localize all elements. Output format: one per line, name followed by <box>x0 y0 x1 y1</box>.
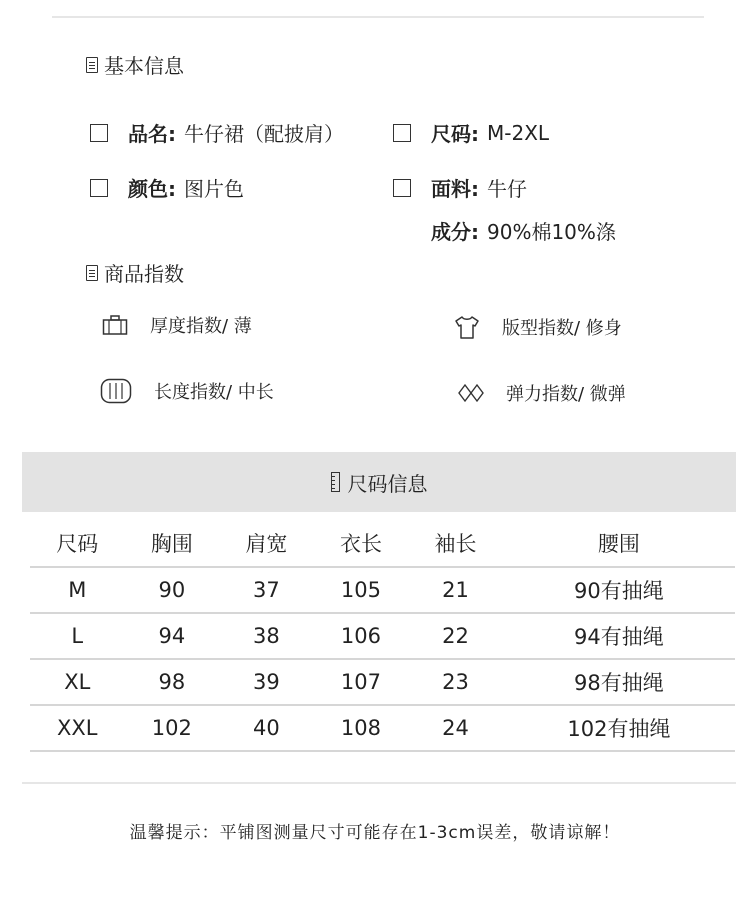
tshirt-icon <box>454 314 480 340</box>
clipboard-icon <box>86 265 98 281</box>
table-cell: 21 <box>408 567 503 613</box>
checkbox[interactable] <box>393 124 411 142</box>
table-cell: 106 <box>314 613 409 659</box>
table-cell: L <box>30 613 125 659</box>
table-cell: 94 <box>125 613 220 659</box>
table-cell: 40 <box>219 705 314 751</box>
size-row <box>393 118 549 147</box>
color-row <box>90 173 244 202</box>
length-text: 长度指数/ 中长 <box>154 382 274 403</box>
header-cell: 腰围 <box>503 520 735 567</box>
basic-info-title <box>86 50 184 79</box>
elasticity-text: 弹力指数/ 微弹 <box>506 384 626 405</box>
composition-value: 90%棉10%涤 <box>487 220 616 244</box>
table-cell: 90 <box>125 567 220 613</box>
name-label: 品名: <box>128 122 176 146</box>
header-cell: 尺码 <box>30 520 125 567</box>
header-cell: 肩宽 <box>219 520 314 567</box>
size-label: 尺码: <box>431 122 479 146</box>
size-table-header <box>30 520 735 567</box>
checkbox[interactable] <box>90 124 108 142</box>
size-table <box>30 520 735 752</box>
thickness-index <box>102 312 252 338</box>
name-value: 牛仔裙（配披肩） <box>184 122 344 146</box>
bag-icon <box>102 314 128 336</box>
header-cell: 袖长 <box>408 520 503 567</box>
composition-row <box>431 216 616 245</box>
table-cell: 107 <box>314 659 409 705</box>
table-cell: 94有抽绳 <box>503 613 735 659</box>
table-cell: 38 <box>219 613 314 659</box>
table-cell: 23 <box>408 659 503 705</box>
table-cell: 24 <box>408 705 503 751</box>
length-index <box>100 378 274 404</box>
product-index-title-text: 商品指数 <box>104 262 184 286</box>
table-cell: 98 <box>125 659 220 705</box>
table-cell: XXL <box>30 705 125 751</box>
composition-label: 成分: <box>431 220 479 244</box>
table-row <box>30 613 735 659</box>
size-info-header <box>22 452 736 512</box>
document-icon <box>86 57 98 73</box>
table-cell: 98有抽绳 <box>503 659 735 705</box>
size-value: M-2XL <box>487 120 550 145</box>
bottom-divider <box>22 782 736 784</box>
elasticity-index <box>458 380 626 406</box>
name-row <box>90 118 344 147</box>
color-label: 颜色: <box>128 177 176 201</box>
header-cell: 衣长 <box>314 520 409 567</box>
table-cell: 37 <box>219 567 314 613</box>
fit-index <box>454 314 622 340</box>
table-cell: M <box>30 567 125 613</box>
color-value: 图片色 <box>184 177 244 201</box>
table-cell: 39 <box>219 659 314 705</box>
fabric-value: 牛仔 <box>487 177 527 201</box>
footer-note: 温馨提示：平铺图测量尺寸可能存在1-3cm误差，敬请谅解！ <box>129 823 621 843</box>
table-cell: XL <box>30 659 125 705</box>
checkbox[interactable] <box>90 179 108 197</box>
table-row <box>30 659 735 705</box>
fabric-row <box>393 173 527 202</box>
basic-info-title-text: 基本信息 <box>104 54 184 78</box>
table-cell: 102 <box>125 705 220 751</box>
header-cell: 胸围 <box>125 520 220 567</box>
fabric-label: 面料: <box>431 177 479 201</box>
thickness-text: 厚度指数/ 薄 <box>150 316 252 337</box>
table-row <box>30 705 735 751</box>
table-cell: 105 <box>314 567 409 613</box>
table-cell: 102有抽绳 <box>503 705 735 751</box>
ruler-icon <box>331 472 340 492</box>
product-index-title <box>86 258 184 287</box>
size-info-title: 尺码信息 <box>347 471 428 496</box>
table-row <box>30 567 735 613</box>
checkbox[interactable] <box>393 179 411 197</box>
table-cell: 22 <box>408 613 503 659</box>
table-cell: 108 <box>314 705 409 751</box>
top-divider <box>52 16 704 18</box>
length-icon <box>100 378 132 404</box>
table-cell: 90有抽绳 <box>503 567 735 613</box>
fit-text: 版型指数/ 修身 <box>502 318 622 339</box>
elastic-icon <box>458 382 484 404</box>
